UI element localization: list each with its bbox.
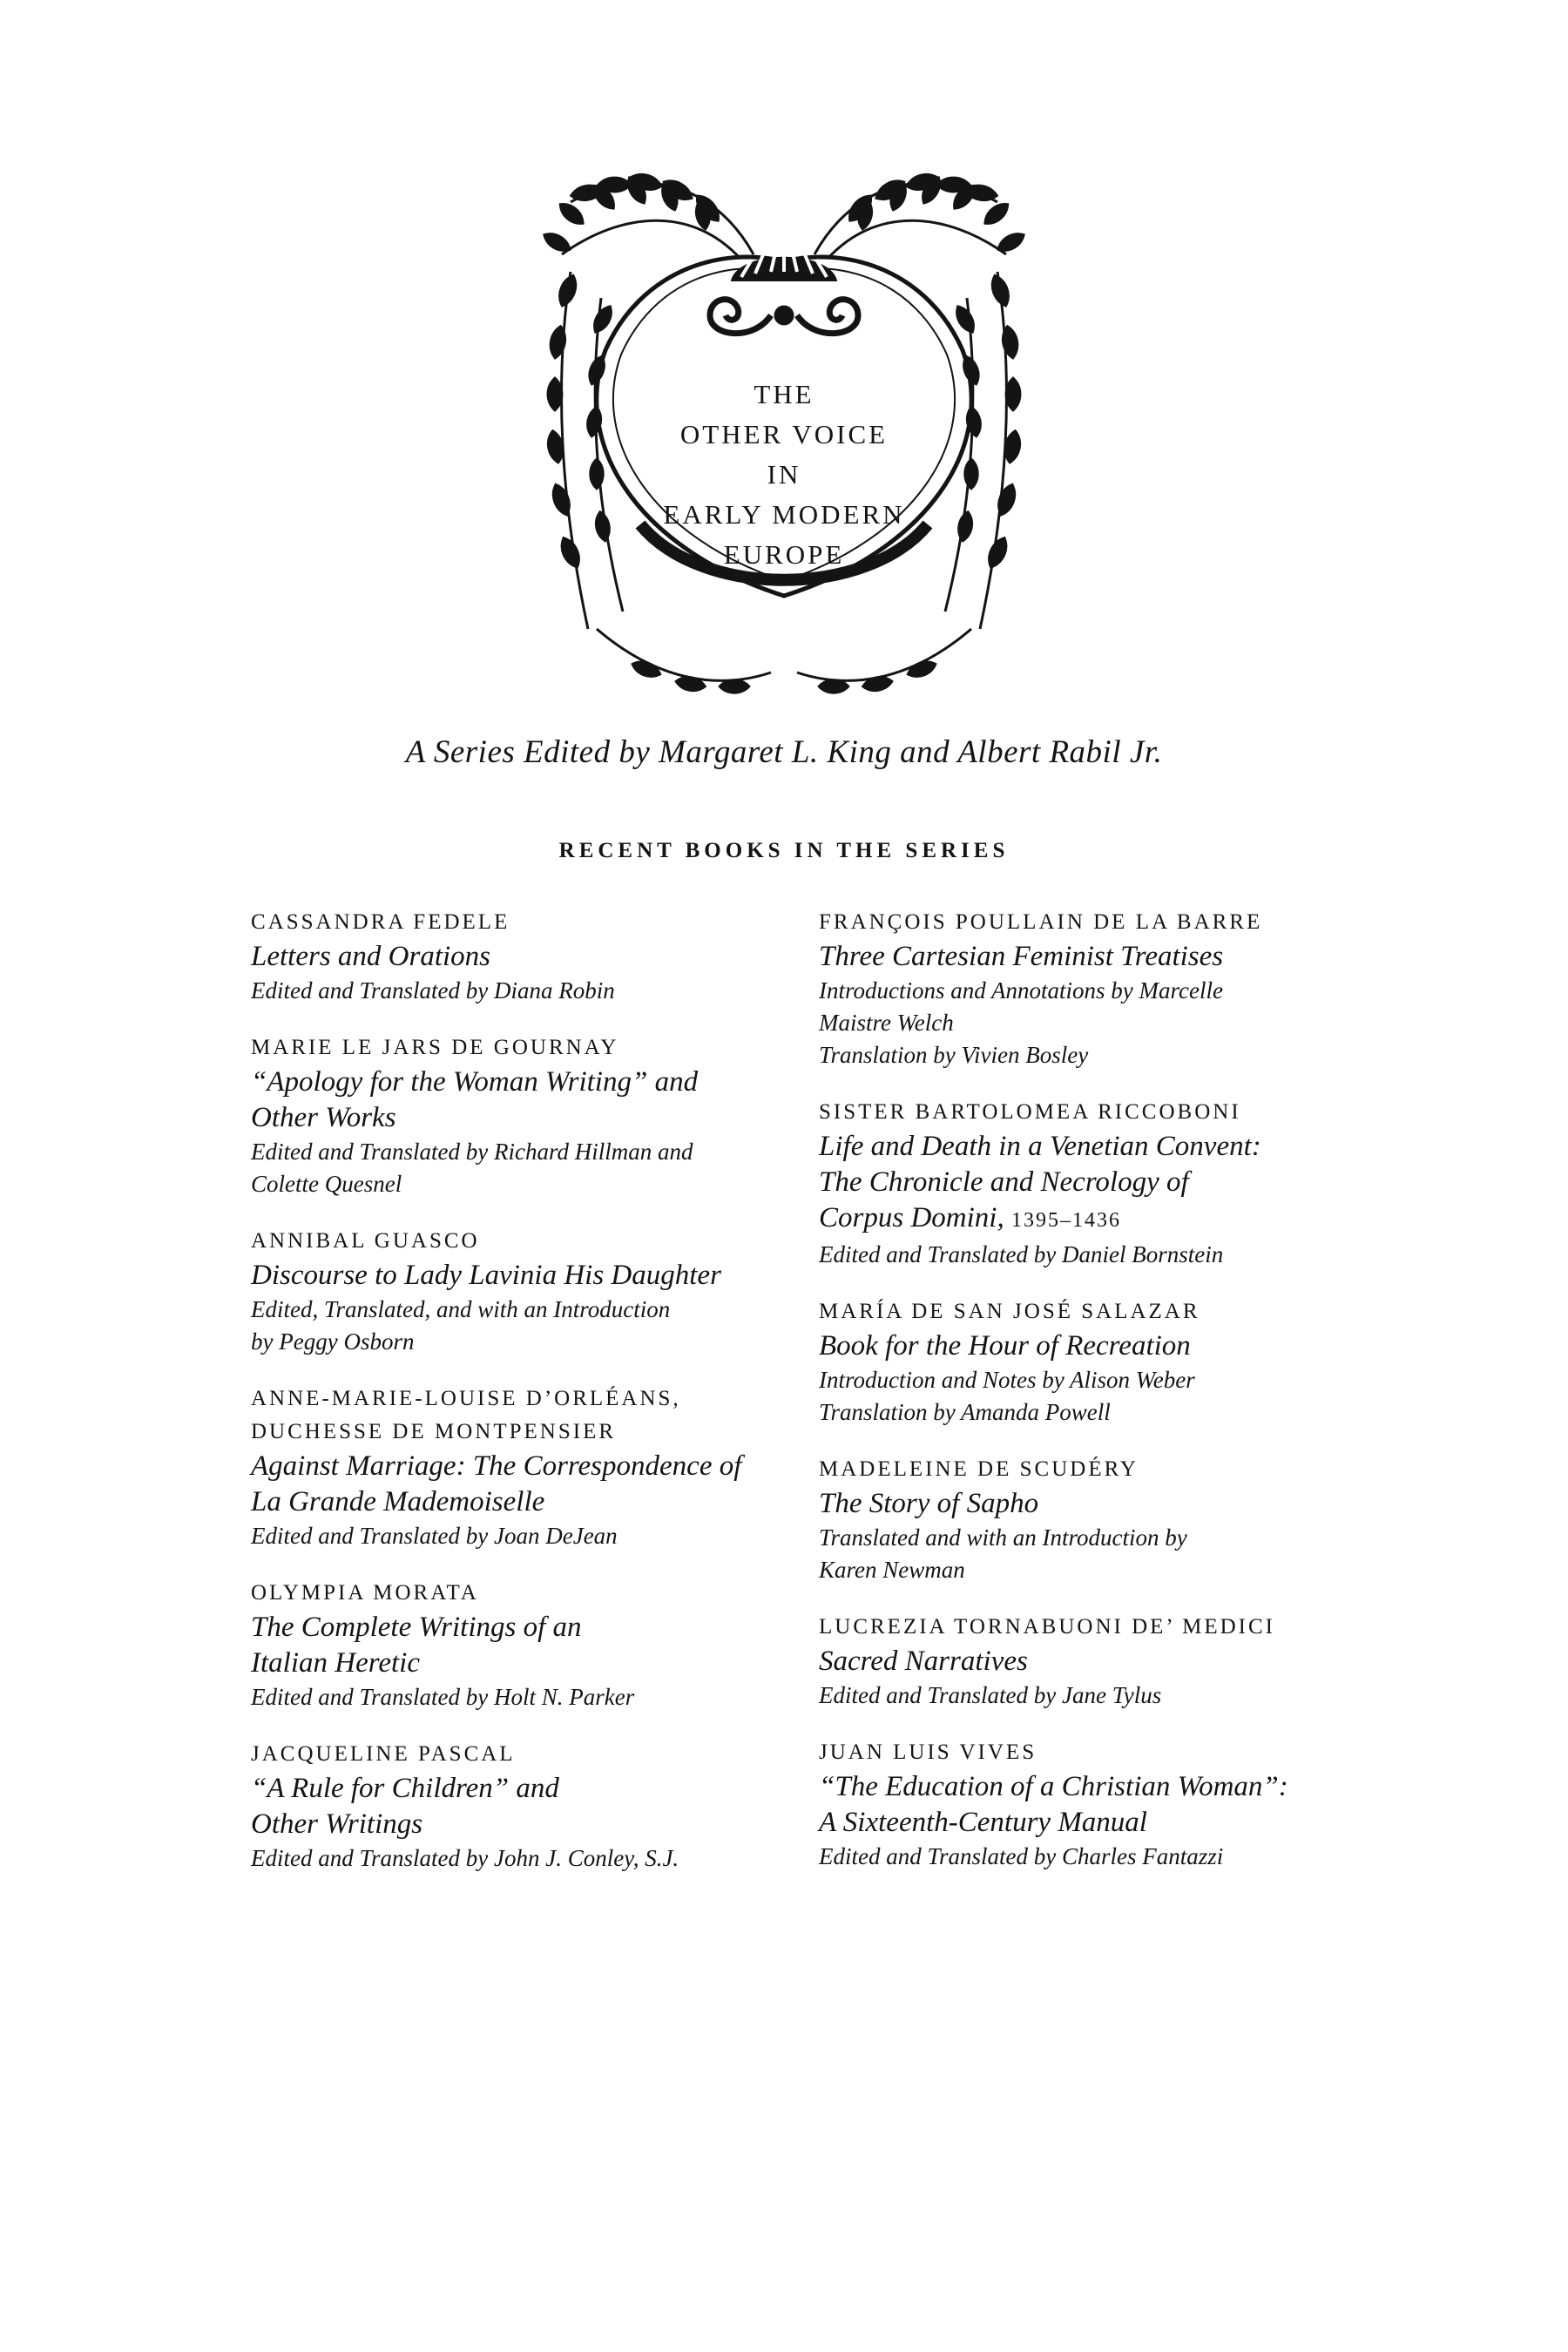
credit-line: by Peggy Osborn xyxy=(251,1328,415,1355)
author-line: JACQUELINE PASCAL xyxy=(251,1742,516,1766)
credit-line: Introduction and Notes by Alison Weber xyxy=(819,1367,1195,1393)
book-credit xyxy=(819,1239,1342,1271)
book-entry xyxy=(819,1736,1342,1873)
credit-line: Edited and Translated by Jane Tylus xyxy=(819,1682,1162,1708)
book-credit xyxy=(251,1681,791,1713)
credit-line: Translation by Vivien Bosley xyxy=(819,1042,1089,1068)
book-title xyxy=(251,939,791,975)
book-title xyxy=(251,1610,791,1681)
title-line: The Chronicle and Necrology of xyxy=(819,1166,1189,1198)
book-author xyxy=(251,1577,791,1610)
title-line: “Apology for the Woman Writing” and xyxy=(251,1066,699,1098)
book-title xyxy=(819,1769,1342,1841)
book-entry xyxy=(251,1577,791,1713)
author-line: MADELEINE DE SCUDÉRY xyxy=(819,1457,1139,1481)
credit-line: Edited and Translated by Richard Hillman and xyxy=(251,1139,693,1165)
credit-line: Edited and Translated by Holt N. Parker xyxy=(251,1684,635,1710)
book-credit xyxy=(819,975,1342,1071)
book-author xyxy=(819,906,1342,939)
book-title xyxy=(251,1258,791,1294)
title-line: A Sixteenth-Century Manual xyxy=(819,1807,1147,1838)
book-entry xyxy=(251,1225,791,1358)
emblem-line: EUROPE xyxy=(723,539,845,570)
book-credit xyxy=(819,1680,1342,1712)
section-heading: RECENT BOOKS IN THE SERIES xyxy=(558,839,1010,862)
book-title xyxy=(251,1449,791,1520)
book-entry xyxy=(819,1453,1342,1586)
author-line: OLYMPIA MORATA xyxy=(251,1581,479,1605)
book-title xyxy=(819,939,1342,975)
credit-line: Edited and Translated by Charles Fantazzi xyxy=(819,1843,1224,1869)
book-entry xyxy=(819,906,1342,1071)
book-list-right xyxy=(819,906,1342,1897)
title-line: Discourse to Lady Lavinia His Daughter xyxy=(251,1260,721,1291)
book-author xyxy=(819,1295,1342,1328)
author-line: ANNIBAL GUASCO xyxy=(251,1229,480,1253)
book-author xyxy=(819,1736,1342,1769)
title-line: La Grande Mademoiselle xyxy=(251,1486,545,1517)
title-line: Book for the Hour of Recreation xyxy=(819,1330,1191,1362)
book-title xyxy=(819,1486,1342,1522)
book-author xyxy=(251,1225,791,1258)
book-credit xyxy=(251,1520,791,1552)
author-line: CASSANDRA FEDELE xyxy=(251,910,510,934)
title-line: The Story of Sapho xyxy=(819,1488,1039,1519)
title-line: Life and Death in a Venetian Convent: xyxy=(819,1131,1261,1162)
author-line: DUCHESSE DE MONTPENSIER xyxy=(251,1420,617,1443)
book-credit xyxy=(251,1136,791,1200)
title-line: Three Cartesian Feminist Treatises xyxy=(819,941,1224,972)
book-author xyxy=(251,906,791,939)
book-title xyxy=(251,1064,791,1136)
book-credit xyxy=(251,1842,791,1875)
credit-line: Edited and Translated by Joan DeJean xyxy=(251,1523,618,1549)
emblem-series-title xyxy=(610,375,958,575)
author-line: FRANÇOIS POULLAIN DE LA BARRE xyxy=(819,910,1263,934)
book-credit xyxy=(819,1522,1342,1586)
credit-line: Karen Newman xyxy=(819,1557,965,1583)
book-credit xyxy=(819,1841,1342,1873)
emblem-line: EARLY MODERN xyxy=(663,499,905,530)
author-line: JUAN LUIS VIVES xyxy=(819,1740,1037,1764)
emblem-line: OTHER VOICE xyxy=(679,419,889,449)
series-editors: A Series Edited by Margaret L. King and Albert Rabil Jr. xyxy=(405,734,1163,770)
book-entry xyxy=(251,906,791,1007)
book-entry xyxy=(819,1295,1342,1429)
emblem-line: THE xyxy=(754,379,814,409)
book-entry xyxy=(819,1096,1342,1271)
title-line: “The Education of a Christian Woman”: xyxy=(819,1771,1288,1802)
book-credit xyxy=(251,975,791,1007)
credit-line: Translation by Amanda Powell xyxy=(819,1399,1111,1425)
book-title xyxy=(819,1328,1342,1364)
author-line: MARIE LE JARS DE GOURNAY xyxy=(251,1036,619,1059)
author-line: LUCREZIA TORNABUONI DE’ MEDICI xyxy=(819,1615,1276,1639)
book-author xyxy=(251,1382,791,1449)
book-title xyxy=(819,1644,1342,1680)
title-line-text: Corpus Domini, xyxy=(819,1202,1004,1233)
title-line: “A Rule for Children” and xyxy=(251,1773,559,1804)
book-credit xyxy=(819,1364,1342,1429)
title-line: The Complete Writings of an xyxy=(251,1612,582,1643)
title-line: Against Marriage: The Correspondence of xyxy=(251,1450,742,1482)
book-entry xyxy=(251,1031,791,1200)
credit-line: Edited, Translated, and with an Introduction xyxy=(251,1296,671,1322)
book-author xyxy=(251,1738,791,1771)
title-line: Other Writings xyxy=(251,1808,423,1840)
title-line: Sacred Narratives xyxy=(819,1646,1028,1677)
credit-line: Maistre Welch xyxy=(819,1010,954,1036)
credit-line: Translated and with an Introduction by xyxy=(819,1524,1187,1551)
title-line xyxy=(819,1200,1342,1239)
credit-line: Edited and Translated by John J. Conley, S.J. xyxy=(251,1845,679,1871)
emblem-line: IN xyxy=(767,459,801,490)
credit-line: Edited and Translated by Diana Robin xyxy=(251,977,615,1004)
book-entry xyxy=(251,1382,791,1552)
book-list-left xyxy=(251,906,791,1899)
credit-line: Edited and Translated by Daniel Bornstein xyxy=(819,1241,1224,1267)
title-line: Other Works xyxy=(251,1102,396,1133)
book-title xyxy=(819,1129,1342,1239)
book-author xyxy=(819,1453,1342,1486)
book-credit xyxy=(251,1294,791,1358)
book-title xyxy=(251,1771,791,1842)
credit-line: Introductions and Annotations by Marcelle xyxy=(819,977,1223,1004)
book-author xyxy=(251,1031,791,1064)
author-line: MARÍA DE SAN JOSÉ SALAZAR xyxy=(819,1300,1200,1323)
credit-line: Colette Quesnel xyxy=(251,1171,402,1197)
author-line: SISTER BARTOLOMEA RICCOBONI xyxy=(819,1100,1241,1124)
book-entry xyxy=(819,1611,1342,1712)
book-entry xyxy=(251,1738,791,1875)
title-line: Italian Heretic xyxy=(251,1647,420,1679)
author-line: ANNE-MARIE-LOUISE D’ORLÉANS, xyxy=(251,1387,681,1410)
title-dates: 1395–1436 xyxy=(1010,1209,1121,1232)
book-author xyxy=(819,1096,1342,1129)
title-line: Letters and Orations xyxy=(251,941,491,972)
book-author xyxy=(819,1611,1342,1644)
